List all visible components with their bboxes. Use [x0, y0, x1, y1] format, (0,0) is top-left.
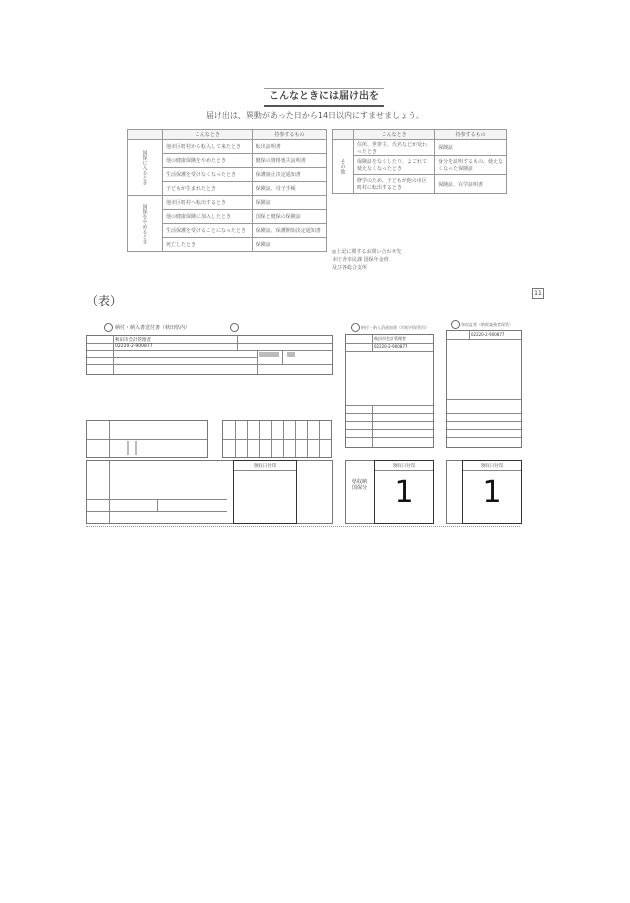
- page-number: 11: [532, 288, 544, 299]
- seal-icon: [104, 323, 113, 332]
- row-when: 他市区町村へ転出するとき: [163, 196, 253, 210]
- account-number: 02220-2-900877: [115, 344, 153, 349]
- row-bring: 保険証、母子手帳: [252, 182, 326, 196]
- slip1-amount-area: [86, 420, 208, 458]
- row-bring: 保険証、在学証明書: [435, 175, 507, 194]
- slip1-amount-grid: [222, 420, 332, 458]
- marker-bar: [127, 441, 129, 455]
- group-join: 国保に入るとき: [128, 140, 163, 196]
- group-leave: 国保をやめるとき: [128, 196, 163, 252]
- marker-bar: [259, 352, 279, 357]
- stamp-label: 領収日付印: [253, 464, 277, 469]
- slip3-title: 領収証書（納税義務者保管）: [461, 322, 513, 327]
- row-when: 子どもが生まれたとき: [163, 182, 253, 196]
- left-procedures-table: [127, 129, 327, 252]
- contact-line: ◎上記に関するお問い合わせ先: [332, 249, 402, 255]
- slip2-body: [345, 334, 434, 448]
- fine-print-rule: [86, 526, 520, 527]
- slip2-mark-label: 県収納 国保分: [352, 479, 368, 491]
- slip2-stamp-box: [374, 460, 434, 524]
- col-when-header: こんなとき: [163, 130, 253, 140]
- contact-line: 及び各総合支所: [332, 265, 368, 271]
- row-bring: 保険証: [252, 238, 326, 252]
- account-number: 02220-2-900877: [471, 332, 505, 337]
- marker-bar: [135, 441, 137, 455]
- slip1-title: 納付・納入書送付書（秋田県内）: [115, 325, 191, 331]
- slip2-mark-number: 1: [394, 475, 414, 510]
- row-when: 他の健康保険をやめたとき: [163, 154, 253, 168]
- row-bring: 保険証、保護開始決定通知書: [252, 224, 326, 238]
- seal-icon: [351, 323, 360, 332]
- row-bring: 健保の資格喪失証明書: [252, 154, 326, 168]
- row-bring: 国保と健保の保険証: [252, 210, 326, 224]
- row-when: 死亡したとき: [163, 238, 253, 252]
- corner-cell: [128, 130, 163, 140]
- row-when: 生活保護を受けなくなったとき: [163, 168, 253, 182]
- payee-name: 秋田市会計管理者: [115, 338, 151, 343]
- page-title: こんなときには届け出を: [264, 88, 384, 107]
- corner-cell: [333, 130, 354, 140]
- row-when: 生活保護を受けることになったとき: [163, 224, 253, 238]
- stamp-label: 領収日付印: [392, 464, 416, 469]
- slip2-title: 納付・納入済通知書（市町村保管用）: [361, 325, 429, 330]
- seal-icon: [230, 323, 239, 332]
- slip1-header-box: [86, 335, 333, 375]
- col-bring-header: 持参するもの: [435, 130, 507, 140]
- group-other: その他: [333, 140, 354, 194]
- col-bring-header: 持参するもの: [252, 130, 326, 140]
- slip3-body: [446, 330, 522, 448]
- front-side-label: （表）: [86, 294, 123, 308]
- row-bring: 転出証明書: [252, 140, 326, 154]
- marker-bar: [287, 352, 295, 357]
- right-procedures-table: [332, 129, 507, 194]
- row-bring: 身分を証明するもの、使えなくなった保険証: [435, 156, 507, 175]
- row-when: 住所、世帯主、氏名などが変わったとき: [354, 140, 435, 156]
- row-when: 他市区町村から転入して来たとき: [163, 140, 253, 154]
- slip3-stamp-box: [462, 460, 522, 524]
- col-when-header: こんなとき: [354, 130, 435, 140]
- page-subtitle: 届け出は、異動があった日から14日以内にすませましょう。: [205, 111, 425, 120]
- row-bring: 保険証: [435, 140, 507, 156]
- row-when: 保険証をなくしたり、よごれて使えなくなったとき: [354, 156, 435, 175]
- row-bring: 保険証: [252, 196, 326, 210]
- contact-line: 本庁舎市民課 国保年金班: [332, 257, 389, 263]
- row-bring: 保護廃止決定通知書: [252, 168, 326, 182]
- account-number: 02220-2-900877: [374, 344, 408, 349]
- stamp-label: 領収日付印: [480, 464, 504, 469]
- slip3-mark-number: 1: [482, 475, 502, 510]
- payee-name: 秋田市会計管理者: [374, 336, 406, 341]
- row-when: 修学のため、子どもが他の市区町村に転出するとき: [354, 175, 435, 194]
- slip1-stamp-box: [233, 460, 297, 524]
- contact-info: [332, 248, 401, 272]
- seal-icon: [451, 320, 460, 329]
- row-when: 他の健康保険に加入したとき: [163, 210, 253, 224]
